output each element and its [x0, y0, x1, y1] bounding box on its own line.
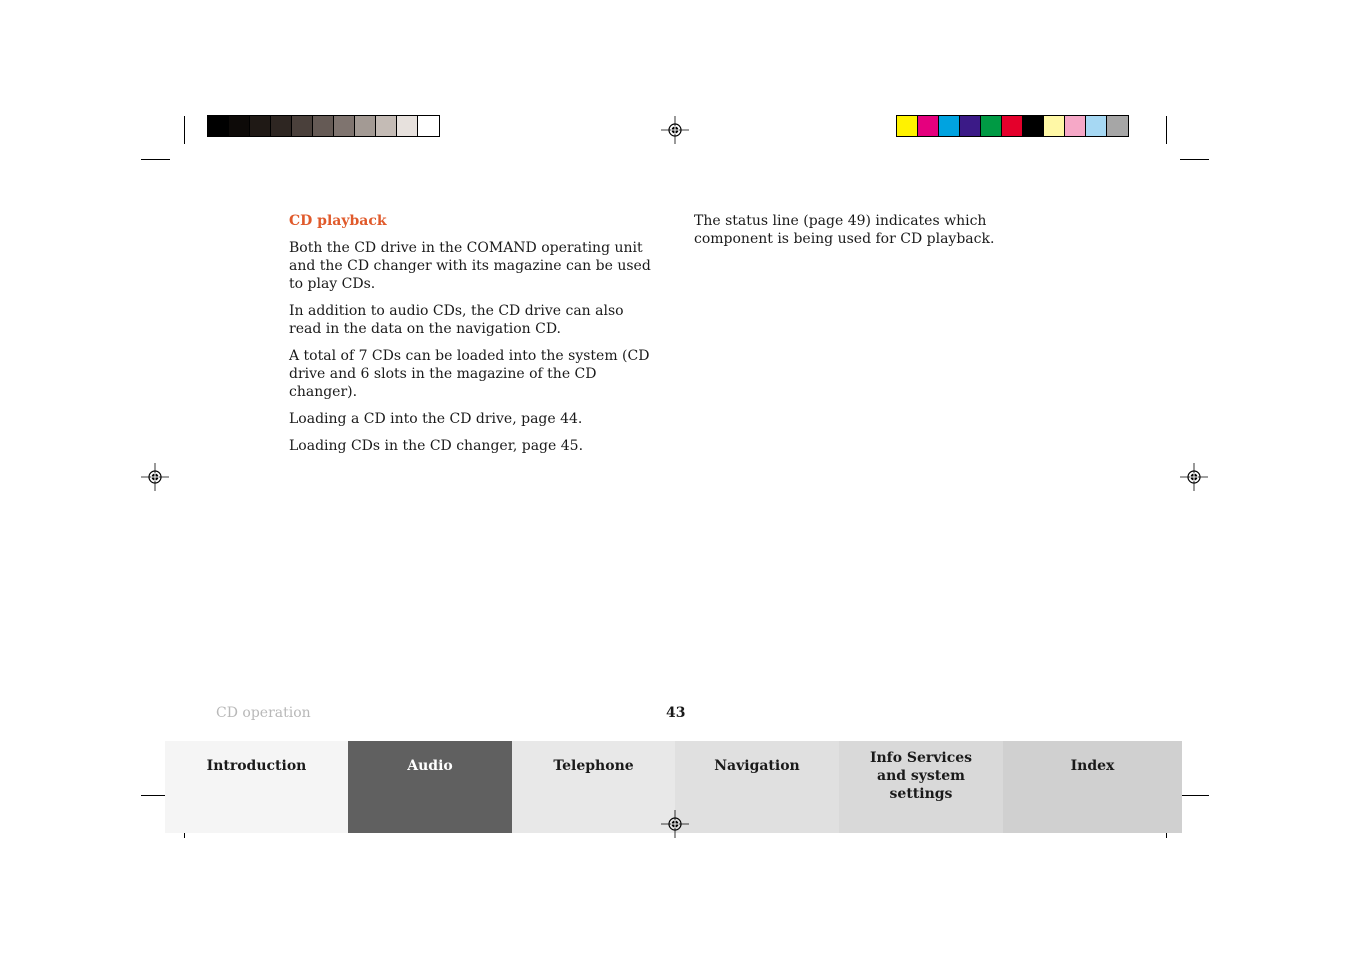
registration-mark-top-icon [661, 116, 689, 144]
left-column [289, 212, 654, 464]
grayscale-swatch [355, 116, 376, 136]
grayscale-swatch [250, 116, 271, 136]
color-swatch [897, 116, 918, 136]
grayscale-swatch [334, 116, 355, 136]
grayscale-swatch [418, 116, 439, 136]
tab-label: Introduction [206, 758, 307, 774]
section-heading: CD playback [289, 213, 387, 229]
color-swatch [960, 116, 981, 136]
color-swatch [918, 116, 939, 136]
tab-navigation[interactable] [675, 741, 839, 833]
color-swatch [1002, 116, 1023, 136]
color-calibration-strip [896, 115, 1129, 137]
crop-mark-top-right-horizontal [1180, 159, 1209, 160]
cross-reference-paragraph: Loading CDs in the CD changer, page 45. [289, 438, 584, 454]
tab-label: Info Services and system settings [869, 750, 973, 802]
tab-introduction[interactable] [165, 741, 348, 833]
color-swatch [939, 116, 960, 136]
tab-audio[interactable] [348, 741, 512, 833]
paragraph: Both the CD drive in the COMAND operating unit and the CD changer with its magazine can be used to play CDs. [289, 240, 651, 292]
grayscale-swatch [397, 116, 418, 136]
grayscale-swatch [292, 116, 313, 136]
footer-section-title: CD operation [216, 705, 311, 721]
grayscale-swatch [271, 116, 292, 136]
registration-mark-bottom-icon [661, 810, 689, 838]
grayscale-swatch [208, 116, 229, 136]
right-column [694, 212, 1066, 257]
grayscale-calibration-strip [207, 115, 440, 137]
tab-index[interactable] [1003, 741, 1182, 833]
registration-mark-left-icon [141, 463, 169, 491]
tab-label: Index [1070, 758, 1115, 774]
tab-label: Audio [407, 758, 453, 774]
paragraph: The status line (page 49) indicates which component is being used for CD playback. [694, 213, 995, 247]
paragraph: In addition to audio CDs, the CD drive can also read in the data on the navigation CD. [289, 303, 624, 337]
tab-label: Telephone [553, 758, 634, 774]
paragraph: A total of 7 CDs can be loaded into the system (CD drive and 6 slots in the magazine of the CD changer). [289, 348, 650, 400]
grayscale-swatch [229, 116, 250, 136]
color-swatch [1065, 116, 1086, 136]
color-swatch [1044, 116, 1065, 136]
page-number: 43 [666, 705, 686, 721]
grayscale-swatch [376, 116, 397, 136]
registration-mark-right-icon [1180, 463, 1208, 491]
tab-telephone[interactable] [512, 741, 675, 833]
crop-mark-top-left-vertical [184, 116, 185, 144]
crop-mark-bottom-right-horizontal [1180, 795, 1209, 796]
cross-reference-paragraph: Loading a CD into the CD drive, page 44. [289, 411, 583, 427]
grayscale-swatch [313, 116, 334, 136]
crop-mark-top-right-vertical [1166, 116, 1167, 144]
color-swatch [1023, 116, 1044, 136]
color-swatch [1107, 116, 1128, 136]
tab-info-services[interactable] [839, 741, 1003, 833]
crop-mark-top-left-horizontal [141, 159, 170, 160]
tab-label: Navigation [714, 758, 800, 774]
color-swatch [981, 116, 1002, 136]
color-swatch [1086, 116, 1107, 136]
